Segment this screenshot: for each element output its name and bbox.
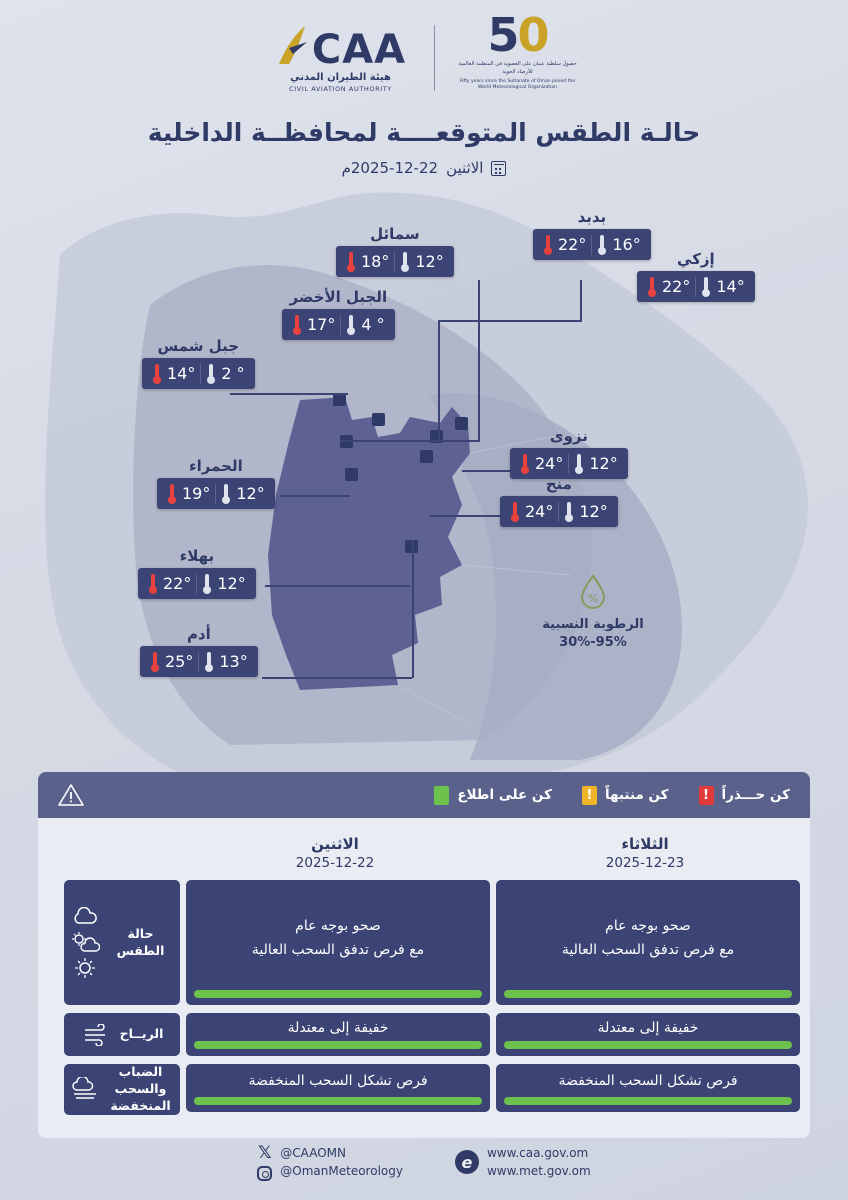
forecast-category-wind	[64, 1013, 180, 1056]
category-label: حالة الطقس	[116, 925, 165, 958]
station-temp-box	[140, 646, 258, 677]
station-name: منح	[545, 475, 572, 493]
header-logos	[0, 8, 848, 108]
alert-level-bar	[194, 1041, 482, 1049]
legend-item-yellow[interactable]	[582, 786, 669, 805]
humidity-value: 30%-95%	[559, 634, 627, 650]
forecast-cell-text: خفيفة إلى معتدلة	[597, 1019, 699, 1036]
station-min-temp: 2 °	[221, 364, 245, 383]
forecast-cell-text: صحو بوجه عام مع فرص تدفق السحب العالية	[251, 917, 425, 958]
divider	[695, 277, 696, 297]
footer-social	[257, 1143, 403, 1181]
forecast-cell-text: خفيفة إلى معتدلة	[287, 1019, 389, 1036]
divider	[200, 364, 201, 384]
station-manh	[500, 475, 618, 527]
forecast-cell-monday-fog	[186, 1064, 490, 1112]
warning-triangle-icon	[58, 783, 84, 807]
thermometer-cold-icon	[346, 315, 355, 335]
city-dot-bahla	[345, 468, 358, 481]
forecast-cell-text: صحو بوجه عام مع فرص تدفق السحب العالية	[561, 917, 735, 958]
alert-red-icon: !	[699, 786, 714, 805]
station-samail	[336, 225, 454, 277]
logo-caa	[266, 24, 416, 93]
cloud-icon	[70, 907, 100, 927]
station-temp-box	[142, 358, 255, 389]
map-area	[0, 185, 848, 775]
website-met[interactable]: www.met.gov.om	[486, 1164, 591, 1178]
station-temp-box	[637, 271, 755, 302]
connector-bidbid-h	[440, 320, 582, 322]
station-temp-box	[336, 246, 454, 277]
connector-bahla-h	[265, 585, 410, 587]
footer	[0, 1138, 848, 1186]
caa-arabic-name: هيئة الطيران المدني	[290, 71, 391, 83]
city-dot-samail	[333, 393, 346, 406]
thermometer-cold-icon	[564, 502, 573, 522]
station-name: الحمراء	[188, 457, 243, 475]
station-min-temp: 12°	[236, 484, 265, 503]
connector-bidbid	[580, 280, 582, 320]
alert-level-bar	[194, 990, 482, 998]
forecast-cell-tuesday-fog	[496, 1064, 800, 1112]
forecast-row-wind	[48, 1013, 800, 1056]
station-bidbid	[533, 208, 651, 260]
station-temp-box	[157, 478, 275, 509]
column-day-name: الاثنين	[311, 835, 359, 853]
station-bahla	[138, 547, 256, 599]
social-handle-instagram[interactable]: @OmanMeteorology	[280, 1164, 403, 1178]
column-day-name: الثلاثاء	[621, 835, 669, 853]
alert-yellow-icon: !	[582, 786, 597, 805]
thermometer-cold-icon	[597, 235, 606, 255]
station-name: إزكي	[677, 250, 715, 268]
footer-websites	[455, 1144, 591, 1180]
forecast-cell-monday-wind	[186, 1013, 490, 1056]
station-max-temp: 19°	[182, 484, 211, 503]
city-dot-bidbid	[372, 413, 385, 426]
divider	[196, 574, 197, 594]
station-max-temp: 14°	[167, 364, 196, 383]
station-jabal-shams	[142, 337, 255, 389]
forecast-day: الاثنين	[446, 159, 484, 177]
alert-legend-bar	[38, 772, 810, 818]
logo-50-english-caption: Fifty years since the Sultanate of Oman joined the World Meteorological Organization	[459, 78, 576, 91]
station-min-temp: 14°	[716, 277, 745, 296]
divider	[591, 235, 592, 255]
station-temp-box	[533, 229, 651, 260]
divider	[394, 252, 395, 272]
thermometer-hot-icon	[520, 454, 529, 474]
station-min-temp: 4 °	[361, 315, 385, 334]
alert-green-icon	[434, 786, 449, 805]
humidity-label: الرطوبة النسبية	[542, 617, 644, 632]
divider	[198, 652, 199, 672]
wind-icon	[81, 1024, 113, 1046]
forecast-cell-text: فرص تشكل السحب المنخفضة	[558, 1073, 738, 1090]
svg-text:%: %	[587, 592, 599, 605]
thermometer-cold-icon	[701, 277, 710, 297]
station-min-temp: 12°	[217, 574, 246, 593]
thermometer-hot-icon	[150, 652, 159, 672]
thermometer-hot-icon	[543, 235, 552, 255]
station-adam	[140, 625, 258, 677]
thermometer-hot-icon	[647, 277, 656, 297]
thermometer-cold-icon	[574, 454, 583, 474]
forecast-table	[38, 818, 810, 1138]
station-name: الجبل الأخضر	[289, 288, 388, 306]
website-caa[interactable]: www.caa.gov.om	[486, 1146, 589, 1160]
connector-hamra-h	[280, 495, 350, 497]
social-handle-x[interactable]: @CAAOMN	[280, 1146, 346, 1160]
station-izki	[637, 250, 755, 302]
forecast-table-header	[48, 826, 800, 880]
station-min-temp: 12°	[415, 252, 444, 271]
thermometer-hot-icon	[510, 502, 519, 522]
category-label: الريــاح	[119, 1026, 164, 1042]
thermometer-hot-icon	[292, 315, 301, 335]
legend-item-green[interactable]	[434, 786, 552, 805]
wind-icon-group	[81, 1024, 113, 1046]
divider	[340, 315, 341, 335]
thermometer-hot-icon	[148, 574, 157, 594]
sun-icon	[72, 957, 98, 979]
station-min-temp: 16°	[612, 235, 641, 254]
alert-level-bar	[194, 1097, 482, 1105]
connector-adam-h	[262, 677, 412, 679]
humidity-drop-icon	[579, 575, 607, 609]
station-name: جبل شمس	[157, 337, 240, 355]
alert-level-bar	[504, 1041, 792, 1049]
globe-icon: e	[455, 1150, 479, 1174]
station-temp-box	[282, 309, 395, 340]
station-name: أدم	[186, 625, 211, 643]
thermometer-hot-icon	[152, 364, 161, 384]
caa-abbr-text: CAA	[311, 26, 407, 73]
station-temp-box	[500, 496, 618, 527]
thermometer-cold-icon	[400, 252, 409, 272]
forecast-category-fog	[64, 1064, 180, 1115]
legend-warning-icon-group	[58, 783, 84, 807]
weather-icons-group	[70, 907, 100, 979]
legend-item-red[interactable]	[699, 786, 790, 805]
station-max-temp: 17°	[307, 315, 336, 334]
city-dot-manh	[420, 450, 433, 463]
forecast-cell-monday-weather	[186, 880, 490, 1005]
page-title: حالـة الطقس المتوقعــــة لمحافظــة الداخلية	[147, 118, 701, 147]
humidity-block	[528, 575, 658, 650]
logo-divider	[434, 25, 435, 91]
station-nizwa	[510, 427, 628, 479]
divider	[215, 484, 216, 504]
legend-label: كن حـــذراً	[721, 787, 790, 803]
forecast-category-weather	[64, 880, 180, 1005]
column-day-date: 2025-12-23	[605, 855, 685, 871]
forecast-column-header-monday	[180, 835, 490, 871]
thermometer-hot-icon	[346, 252, 355, 272]
thermometer-hot-icon	[167, 484, 176, 504]
connector-samail	[478, 280, 480, 440]
cloud-sun-icon	[70, 931, 100, 953]
fog-icon	[70, 1077, 100, 1101]
station-name: سمائل	[370, 225, 420, 243]
connector-adam-v	[412, 540, 414, 678]
x-twitter-icon[interactable]: 𝕏	[257, 1143, 272, 1163]
station-min-temp: 12°	[589, 454, 618, 473]
caa-english-name: CIVIL AVIATION AUTHORITY	[289, 84, 392, 93]
station-max-temp: 22°	[163, 574, 192, 593]
station-name: بهلاء	[179, 547, 215, 565]
column-day-date: 2025-12-22	[295, 855, 375, 871]
divider	[568, 454, 569, 474]
fog-icon-group	[70, 1077, 100, 1101]
city-dot-nizwa	[455, 417, 468, 430]
forecast-column-header-tuesday	[490, 835, 800, 871]
thermometer-cold-icon	[221, 484, 230, 504]
forecast-cell-text: فرص تشكل السحب المنخفضة	[248, 1073, 428, 1090]
forecast-row-fog	[48, 1064, 800, 1115]
divider	[558, 502, 559, 522]
station-jabal-akhdar	[282, 288, 395, 340]
connector-izki	[438, 320, 440, 440]
forecast-row-weather	[48, 880, 800, 1005]
station-max-temp: 18°	[361, 252, 390, 271]
caa-bird-icon	[275, 24, 309, 68]
thermometer-cold-icon	[202, 574, 211, 594]
logo-50-years	[453, 8, 583, 104]
logo-50-number: 50	[487, 8, 548, 62]
station-name: نزوى	[549, 427, 588, 445]
station-name: بدبد	[577, 208, 607, 226]
thermometer-cold-icon	[204, 652, 213, 672]
thermometer-cold-icon	[206, 364, 215, 384]
station-max-temp: 24°	[525, 502, 554, 521]
title-block	[0, 118, 848, 177]
connector-samail-h	[340, 440, 480, 442]
calendar-icon	[491, 161, 506, 176]
station-min-temp: 13°	[219, 652, 248, 671]
forecast-cell-tuesday-wind	[496, 1013, 800, 1056]
legend-label: كن على اطلاع	[457, 787, 552, 803]
station-al-hamra	[157, 457, 275, 509]
alert-level-bar	[504, 1097, 792, 1105]
connector-jabalshams-h	[230, 393, 348, 395]
category-label: الضباب والسحب المنخفضة	[110, 1064, 171, 1113]
alert-level-bar	[504, 990, 792, 998]
station-min-temp: 12°	[579, 502, 608, 521]
station-max-temp: 22°	[662, 277, 691, 296]
station-temp-box	[138, 568, 256, 599]
date-row	[0, 159, 848, 177]
station-max-temp: 22°	[558, 235, 587, 254]
logo-50-arabic-caption: حصول سلطنة عمان على العضوية في المنظمة العالمية للأرصاد الجوية	[458, 61, 577, 75]
station-max-temp: 24°	[535, 454, 564, 473]
instagram-icon[interactable]	[257, 1166, 272, 1181]
station-max-temp: 25°	[165, 652, 194, 671]
forecast-cell-tuesday-weather	[496, 880, 800, 1005]
forecast-date: 2025-12-22م	[341, 159, 439, 177]
legend-label: كن منتبهاً	[604, 787, 669, 803]
